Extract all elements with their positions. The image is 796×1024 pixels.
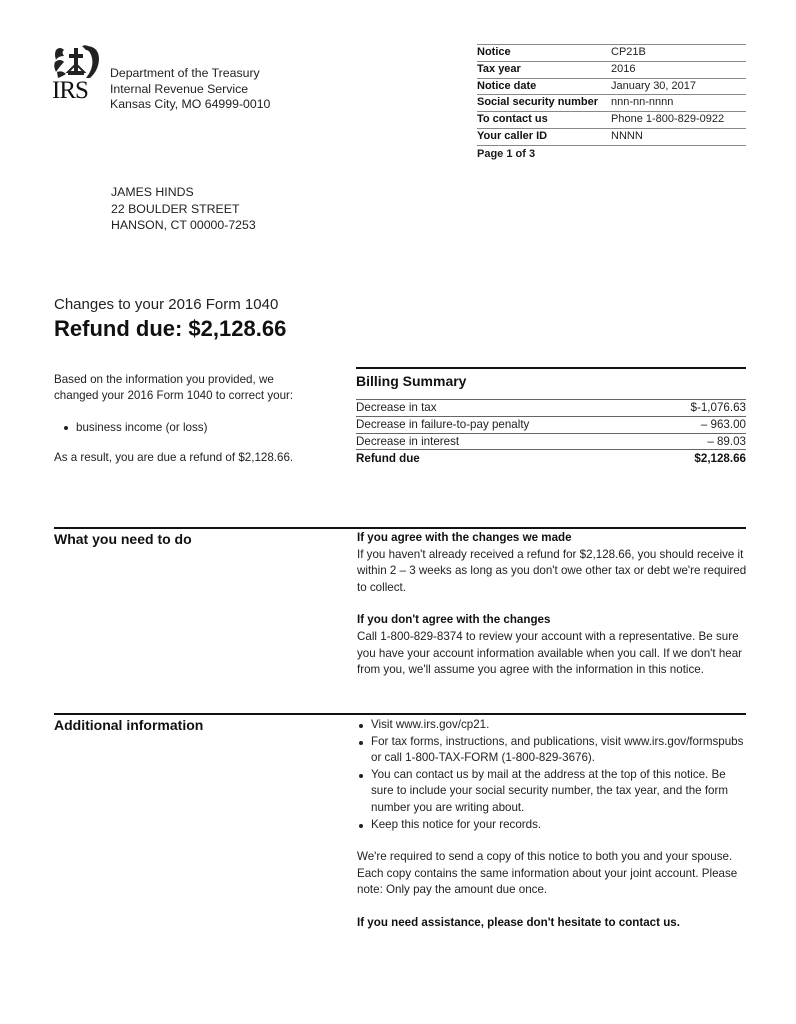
- notice-label: Social security number: [477, 96, 599, 109]
- agency-line: Internal Revenue Service: [110, 81, 249, 96]
- disagree-text: Call 1-800-829-8374 to review your account with a representative. Be sure you have your account information available when you call. If we don't hear from you, we'll assume you agree with the information in this notice.: [357, 629, 743, 677]
- notice-subtitle: Changes to your 2016 Form 1040: [54, 296, 279, 313]
- notice-value: nnn-nn-nnnn: [611, 96, 674, 109]
- notice-label: Your caller ID: [477, 129, 548, 142]
- notice-label: Notice: [477, 46, 511, 58]
- notice-info-table: [477, 44, 746, 162]
- billing-label: Decrease in tax: [356, 401, 437, 414]
- spouse-note: We're required to send a copy of this notice to both you and your spouse. Each copy contains the same information about your joint account. Please note: Only pay the amount due once.: [357, 850, 738, 897]
- notice-label: Notice date: [477, 79, 537, 92]
- billing-label: Decrease in interest: [356, 434, 460, 448]
- what-to-do-body: [357, 530, 749, 679]
- intro-result: As a result, you are due a refund of $2,128.66.: [54, 450, 294, 464]
- billing-row: [356, 433, 746, 450]
- agency-line: Department of the Treasury: [110, 66, 260, 80]
- billing-total-row: [356, 449, 746, 468]
- additional-info-list: [357, 717, 749, 833]
- notice-row-ssn: [477, 94, 746, 111]
- correction-item: business income (or loss): [76, 420, 304, 436]
- notice-row-caller-id: [477, 128, 746, 145]
- notice-value: 2016: [611, 62, 636, 75]
- irs-logo-text: IRS: [52, 77, 88, 104]
- billing-amount: – 89.03: [707, 434, 746, 448]
- section-divider: [54, 713, 746, 715]
- info-item: Keep this notice for your records.: [371, 817, 749, 834]
- billing-amount: – 963.00: [700, 417, 746, 431]
- disagree-heading: If you don't agree with the changes: [357, 613, 551, 627]
- agency-line: Kansas City, MO 64999-0010: [110, 97, 271, 111]
- info-item: For tax forms, instructions, and publications, visit www.irs.gov/formspubs or call 1-800-TAX-FORM (1-800-829-3676).: [371, 734, 749, 767]
- billing-label: Decrease in failure-to-pay penalty: [356, 417, 530, 431]
- billing-amount: $-1,076.63: [690, 401, 746, 414]
- additional-info-heading: Additional information: [54, 717, 204, 733]
- notice-value: NNNN: [611, 129, 643, 142]
- what-to-do-heading: What you need to do: [54, 531, 192, 547]
- notice-row-tax-year: [477, 61, 746, 78]
- section-divider: [54, 527, 746, 529]
- agree-text: If you haven't already received a refund for $2,128.66, you should receive it within 2 – 3 weeks as long as you don't owe other tax or debt we're required to collect.: [357, 547, 747, 594]
- notice-label: Tax year: [477, 62, 521, 75]
- notice-row-notice: [477, 44, 746, 61]
- recipient-address: [111, 184, 256, 234]
- notice-value: January 30, 2017: [611, 79, 697, 92]
- additional-info-body: [357, 717, 749, 932]
- agree-heading: If you agree with the changes we made: [357, 531, 572, 544]
- billing-total-label: Refund due: [356, 452, 420, 466]
- notice-row-notice-date: [477, 78, 746, 95]
- recipient-name: JAMES HINDS: [111, 185, 194, 199]
- notice-value: Phone 1-800-829-0922: [611, 113, 725, 126]
- intro-paragraph: Based on the information you provided, we changed your 2016 Form 1040 to correct your:: [54, 373, 294, 402]
- irs-logo: [52, 44, 102, 106]
- notice-title: Refund due: $2,128.66: [54, 316, 287, 341]
- recipient-street: 22 BOULDER STREET: [111, 201, 240, 216]
- billing-summary: [356, 367, 746, 468]
- notice-value: CP21B: [611, 46, 646, 58]
- recipient-city: HANSON, CT 00000-7253: [111, 218, 256, 232]
- billing-total-amount: $2,128.66: [694, 452, 746, 466]
- billing-summary-title: Billing Summary: [356, 373, 467, 389]
- page-number: Page 1 of 3: [477, 145, 746, 162]
- closing-text: If you need assistance, please don't hesitate to contact us.: [357, 915, 680, 929]
- info-item: You can contact us by mail at the address at the top of this notice. Be sure to include your social security number, the tax year, and the form number you are writing about.: [371, 767, 749, 817]
- correction-list: [54, 420, 304, 436]
- billing-row: [356, 399, 746, 416]
- info-item: Visit www.irs.gov/cp21.: [371, 717, 749, 734]
- intro-text: [54, 372, 304, 465]
- billing-divider: [356, 367, 746, 369]
- notice-row-contact: [477, 111, 746, 128]
- eagle-emblem-icon: [52, 44, 102, 80]
- agency-address: [110, 66, 270, 113]
- notice-label: To contact us: [477, 113, 548, 126]
- billing-row: [356, 416, 746, 433]
